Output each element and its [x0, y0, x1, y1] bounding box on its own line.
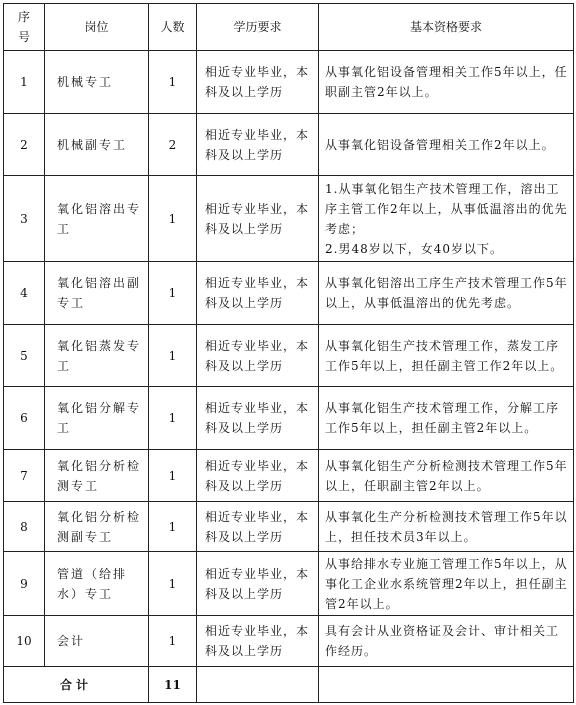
total-empty-requirements	[319, 667, 574, 703]
cell-count: 1	[149, 450, 197, 502]
cell-position: 氧化铝溶出副专工	[45, 262, 149, 325]
cell-position: 氧化铝分析检测专工	[45, 450, 149, 502]
cell-position: 管道（给排水）专工	[45, 552, 149, 616]
cell-requirements: 从事氧化铝设备管理相关工作5年以上，任职副主管2年以上。	[319, 51, 574, 114]
cell-position: 氧化铝分解专工	[45, 387, 149, 450]
cell-seq: 5	[4, 325, 45, 387]
cell-position: 氧化铝分析检测副专工	[45, 502, 149, 552]
cell-count: 1	[149, 616, 197, 667]
table-row	[4, 450, 574, 502]
table-row	[4, 387, 574, 450]
total-empty-education	[197, 667, 319, 703]
positions-table	[3, 3, 574, 703]
table-row	[4, 502, 574, 552]
header-count: 人数	[149, 4, 197, 51]
table-row	[4, 262, 574, 325]
cell-requirements: 从事给排水专业施工管理工作5年以上，从事化工企业水系统管理2年以上，担任副主管2年以上。	[319, 552, 574, 616]
cell-requirements: 从事氧化铝设备管理相关工作2年以上。	[319, 114, 574, 176]
cell-education: 相近专业毕业，本科及以上学历	[197, 552, 319, 616]
header-requirements: 基本资格要求	[319, 4, 574, 51]
cell-seq: 8	[4, 502, 45, 552]
cell-count: 2	[149, 114, 197, 176]
cell-position: 氧化铝溶出专工	[45, 176, 149, 262]
table-row	[4, 114, 574, 176]
cell-count: 1	[149, 176, 197, 262]
cell-education: 相近专业毕业，本科及以上学历	[197, 176, 319, 262]
table-row	[4, 325, 574, 387]
cell-count: 1	[149, 502, 197, 552]
cell-seq: 6	[4, 387, 45, 450]
cell-education: 相近专业毕业，本科及以上学历	[197, 325, 319, 387]
total-row	[4, 667, 574, 703]
cell-seq: 7	[4, 450, 45, 502]
table-row	[4, 51, 574, 114]
cell-education: 相近专业毕业，本科及以上学历	[197, 616, 319, 667]
cell-requirements: 从事氧化铝溶出工序生产技术管理工作5年以上，从事低温溶出的优先考虑。	[319, 262, 574, 325]
cell-position: 会计	[45, 616, 149, 667]
cell-requirements: 从事氧化生产分析检测技术管理工作5年以上，担任技术员3年以上。	[319, 502, 574, 552]
table-row	[4, 616, 574, 667]
cell-education: 相近专业毕业，本科及以上学历	[197, 502, 319, 552]
cell-seq: 10	[4, 616, 45, 667]
cell-seq: 9	[4, 552, 45, 616]
cell-position: 机械专工	[45, 51, 149, 114]
total-label: 合计	[4, 667, 149, 703]
cell-count: 1	[149, 387, 197, 450]
header-education: 学历要求	[197, 4, 319, 51]
cell-requirements: 从事氧化铝生产技术管理工作，分解工序工作5年以上，担任副主管2年以上。	[319, 387, 574, 450]
cell-count: 1	[149, 325, 197, 387]
cell-education: 相近专业毕业，本科及以上学历	[197, 450, 319, 502]
table-row	[4, 176, 574, 262]
cell-count: 1	[149, 51, 197, 114]
cell-seq: 3	[4, 176, 45, 262]
cell-education: 相近专业毕业，本科及以上学历	[197, 262, 319, 325]
cell-count: 1	[149, 552, 197, 616]
header-row	[4, 4, 574, 51]
cell-position: 氧化铝蒸发专工	[45, 325, 149, 387]
cell-requirements: 具有会计从业资格证及会计、审计相关工作经历。	[319, 616, 574, 667]
cell-seq: 2	[4, 114, 45, 176]
cell-requirements: 从事氧化铝生产技术管理工作，蒸发工序工作5年以上，担任副主管工作2年以上。	[319, 325, 574, 387]
total-count: 11	[149, 667, 197, 703]
cell-education: 相近专业毕业，本科及以上学历	[197, 114, 319, 176]
header-position: 岗位	[45, 4, 149, 51]
table-row	[4, 552, 574, 616]
cell-seq: 4	[4, 262, 45, 325]
header-seq: 序号	[4, 4, 45, 51]
cell-seq: 1	[4, 51, 45, 114]
cell-education: 相近专业毕业，本科及以上学历	[197, 51, 319, 114]
cell-position: 机械副专工	[45, 114, 149, 176]
cell-count: 1	[149, 262, 197, 325]
cell-requirements: 从事氧化铝生产分析检测技术管理工作5年以上，任职副主管2年以上。	[319, 450, 574, 502]
cell-education: 相近专业毕业，本科及以上学历	[197, 387, 319, 450]
cell-requirements: 1.从事氧化铝生产技术管理工作，溶出工序主管工作2年以上，从事低温溶出的优先考虑； 2.男48岁以下，女40岁以下。	[319, 176, 574, 262]
